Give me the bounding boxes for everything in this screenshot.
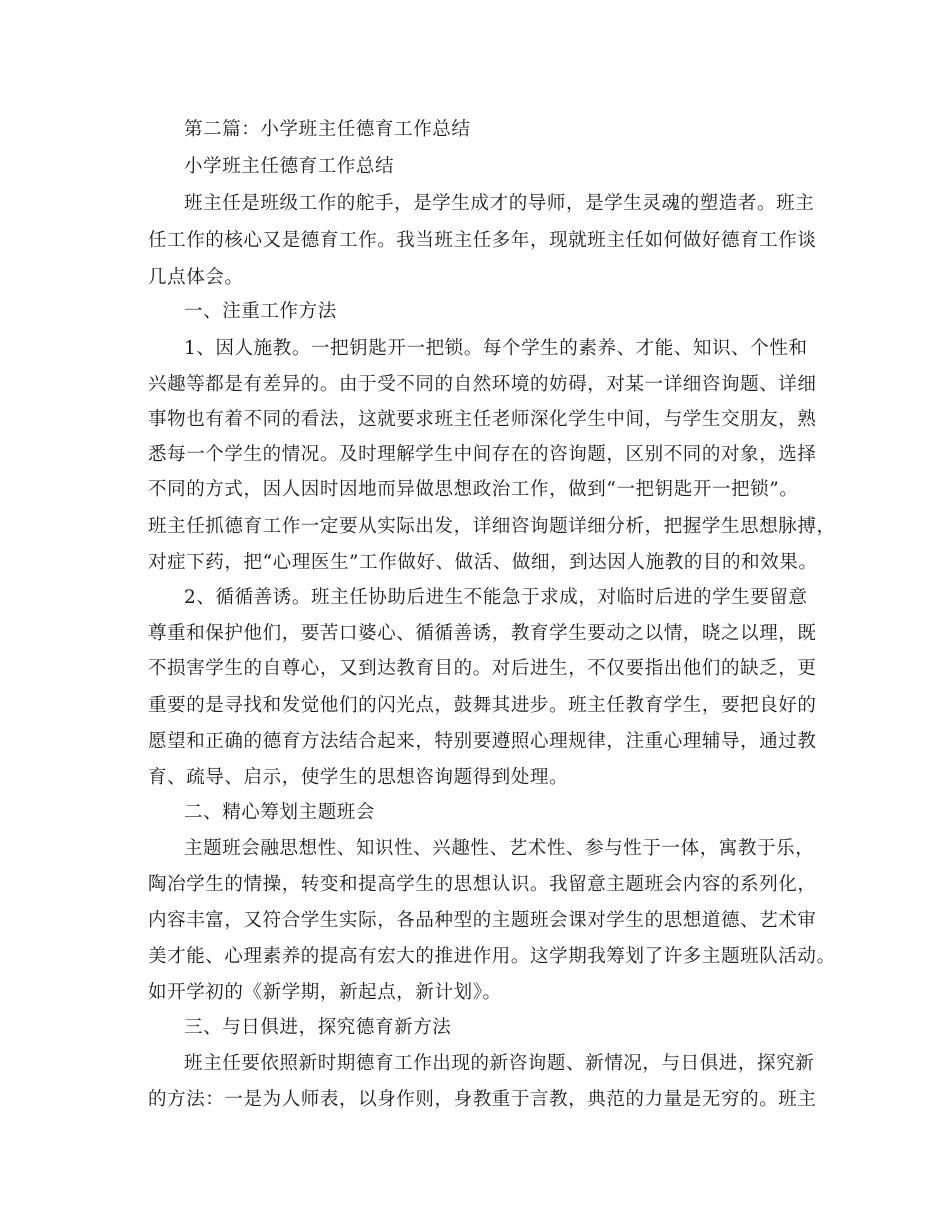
paragraph-line: 任工作的核心又是德育工作。我当班主任多年，现就班主任如何做好德育工作谈 <box>148 230 817 251</box>
paragraph-line: 不损害学生的自尊心，又到达教育目的。对后进生，不仅要指出他们的缺乏，更 <box>148 658 817 679</box>
paragraph-line: 愿望和正确的德育方法结合起来，特别要遵照心理规律，注重心理辅导，通过教 <box>148 731 817 752</box>
paragraph-line: 育、疏导、启示，使学生的思想咨询题得到处理。 <box>148 767 569 788</box>
section-heading: 一、注重工作方法 <box>184 301 337 322</box>
paragraph-line: 事物也有着不同的看法，这就要求班主任老师深化学生中间，与学生交朋友，熟 <box>148 409 817 430</box>
paragraph-line: 班主任抓德育工作一定要从实际出发，详细咨询题详细分析，把握学生思想脉搏， <box>148 516 836 537</box>
paragraph-line: 美才能、心理素养的提高有宏大的推进作用。这学期我筹划了许多主题班队活动。 <box>148 946 836 967</box>
subtitle-line: 第二篇：小学班主任德育工作总结 <box>184 119 471 140</box>
paragraph-line: 内容丰富，又符合学生实际，各品种型的主题班会课对学生的思想道德、艺术审 <box>148 910 817 931</box>
paragraph-line: 如开学初的《新学期，新起点，新计划》。 <box>148 982 502 1003</box>
document-title: 小学班主任德育工作总结 <box>184 156 395 177</box>
paragraph-line: 陶冶学生的情操，转变和提高学生的思想认识。我留意主题班会内容的系列化， <box>148 874 817 895</box>
section-heading: 二、精心筹划主题班会 <box>184 802 376 823</box>
paragraph-line: 班主任要依照新时期德育工作出现的新咨询题、新情况，与日俱进，探究新 <box>184 1053 815 1074</box>
paragraph-line: 对症下药，把“心理医生”工作做好、做活、做细，到达因人施教的目的和效果。 <box>148 552 818 573</box>
paragraph-line: 重要的是寻找和发觉他们的闪光点，鼓舞其进步。班主任教育学生，要把良好的 <box>148 695 817 716</box>
paragraph-line: 主题班会融思想性、知识性、兴趣性、艺术性、参与性于一体，寓教于乐， <box>184 838 815 859</box>
paragraph-line: 几点体会。 <box>148 267 244 288</box>
section-heading: 三、与日俱进，探究德育新方法 <box>184 1017 452 1038</box>
paragraph-line: 的方法：一是为人师表，以身作则，身教重于言教，典范的力量是无穷的。班主 <box>148 1089 817 1110</box>
paragraph-line: 悉每一个学生的情况。及时理解学生中间存在的咨询题，区别不同的对象，选择 <box>148 444 817 465</box>
paragraph-line: 不同的方式，因人因时因地而异做思想政治工作，做到“一把钥匙开一把锁”。 <box>148 479 799 500</box>
paragraph-line: 2、循循善诱。班主任协助后进生不能急于求成，对临时后进的学生要留意 <box>184 587 808 608</box>
paragraph-line: 班主任是班级工作的舵手，是学生成才的导师，是学生灵魂的塑造者。班主 <box>184 193 815 214</box>
paragraph-line: 尊重和保护他们，要苦口婆心、循循善诱，教育学生要动之以情，晓之以理，既 <box>148 623 817 644</box>
paragraph-line: 兴趣等都是有差异的。由于受不同的自然环境的妨碍，对某一详细咨询题、详细 <box>148 374 817 395</box>
paragraph-line: 1、因人施教。一把钥匙开一把锁。每个学生的素养、才能、知识、个性和 <box>184 338 808 359</box>
